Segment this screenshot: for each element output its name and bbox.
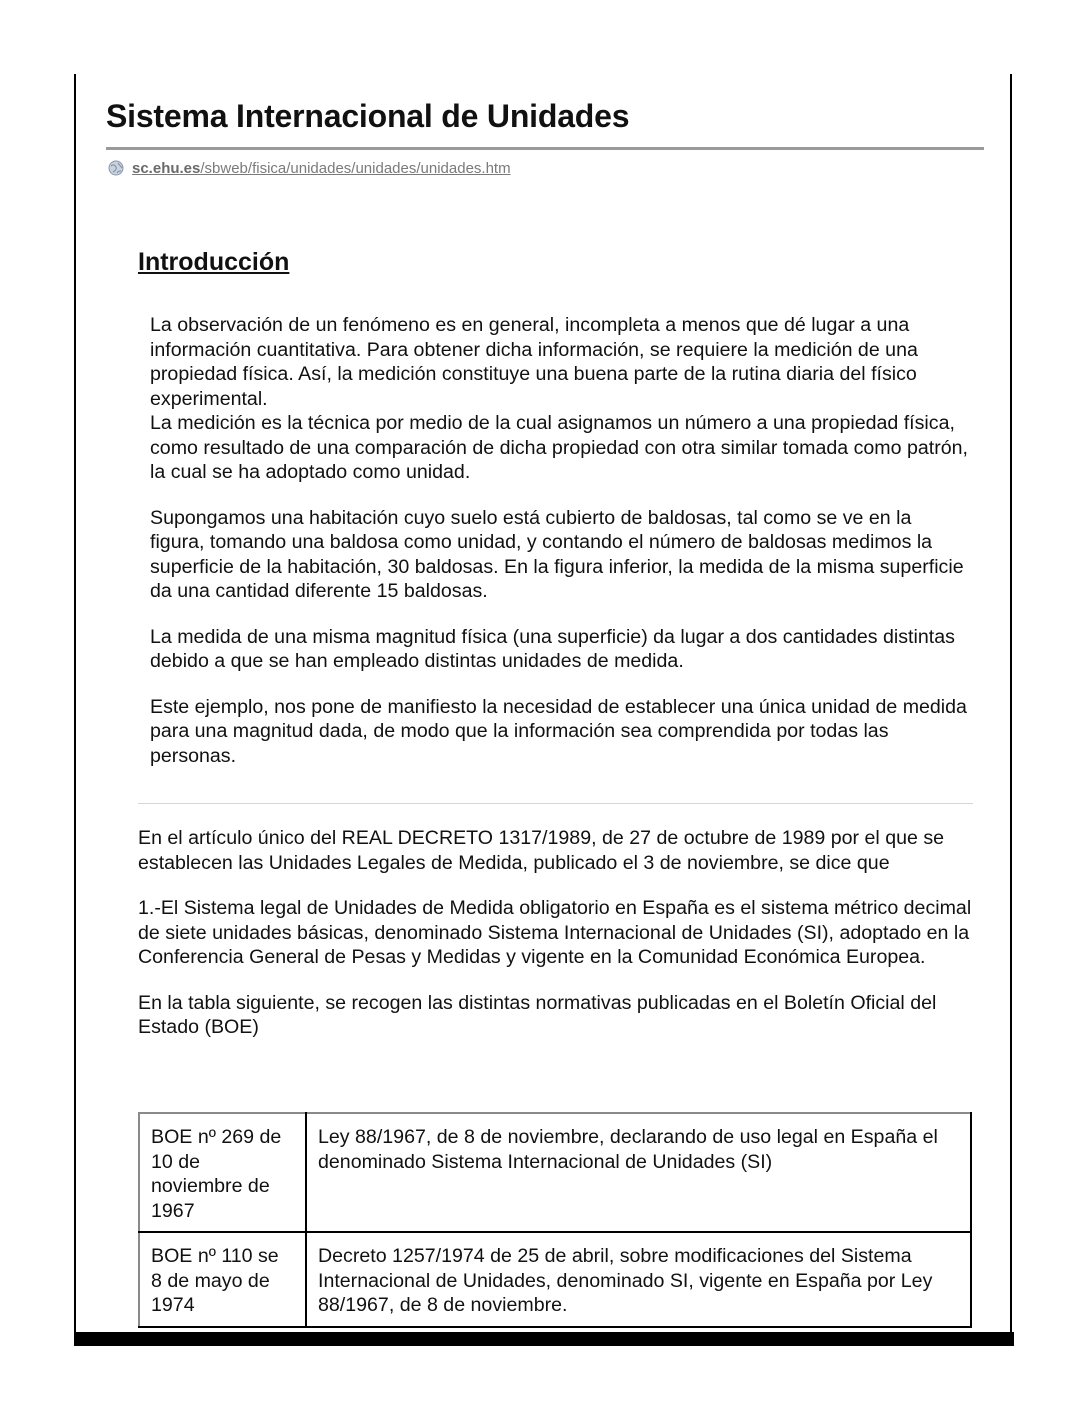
body-paragraph: 1.-El Sistema legal de Unidades de Medida obligatorio en España es el sistema métrico decimal de siete unidades básicas, denominado Sistema Internacional de Unidades (SI), adoptado en la Conferencia General de Pesas y Medidas y vigente en la Comunidad Económica Europea. <box>138 897 972 968</box>
title-divider <box>106 147 984 150</box>
intro-sentence: La medición es la técnica por medio de la cual asignamos un número a una propiedad física, como resultado de una comparación de dicha propiedad con otra similar tomada como patrón, la cual se ha adoptado como unidad. <box>150 412 968 483</box>
intro-paragraph: Este ejemplo, nos pone de manifiesto la necesidad de establecer una única unidad de medida para una magnitud dada, de modo que la información sea comprendida por todas las personas. <box>150 695 967 767</box>
intro-paragraph: Supongamos una habitación cuyo suelo está cubierto de baldosas, tal como se ve en la figura, tomando una baldosa como unidad, y contando el número de baldosas medimos la superficie de la habitación, 30 baldosas. En la figura inferior, la medida de la misma superficie da una cantidad diferente 15 baldosas. <box>150 506 964 602</box>
boe-description-cell: Ley 88/1967, de 8 de noviembre, declarando de uso legal en España el denominado Sistema Internacional de Unidades (SI) <box>306 1113 971 1232</box>
globe-icon <box>108 160 124 176</box>
section-heading-introduccion: Introducción <box>138 248 290 276</box>
intro-paragraph <box>150 313 970 485</box>
body-paragraph: En el artículo único del REAL DECRETO 1317/1989, de 27 de octubre de 1989 por el que se establecen las Unidades Legales de Medida, publicado el 3 de noviembre, se dice que <box>138 827 945 874</box>
intro-text-block <box>150 313 970 789</box>
section-divider <box>138 803 973 804</box>
table-row <box>139 1232 971 1327</box>
body-paragraph: En la tabla siguiente, se recogen las distintas normativas publicadas en el Boletín Oficial del Estado (BOE) <box>138 991 937 1038</box>
body-text-block <box>138 826 980 1061</box>
url-path: /sbweb/fisica/unidades/unidades/unidades.htm <box>200 159 511 177</box>
boe-reference-cell: BOE nº 110 se 8 de mayo de 1974 <box>139 1232 306 1327</box>
source-url-link[interactable] <box>132 160 511 177</box>
table-row <box>139 1113 971 1232</box>
page-frame <box>74 74 1012 1336</box>
url-domain: sc.ehu.es <box>132 159 201 177</box>
intro-sentence: La observación de un fenómeno es en general, incompleta a menos que dé lugar a una información cuantitativa. Para obtener dicha información, se requiere la medición de una propiedad física. Así, la medición constituye una buena parte de la rutina diaria del físico experimental. <box>150 314 918 410</box>
page-title: Sistema Internacional de Unidades <box>106 98 630 134</box>
page-bottom-bar <box>74 1332 1014 1346</box>
boe-table <box>138 1112 972 1328</box>
boe-reference-cell: BOE nº 269 de 10 de noviembre de 1967 <box>139 1113 306 1232</box>
source-url-row <box>108 158 511 178</box>
intro-paragraph: La medida de una misma magnitud física (una superficie) da lugar a dos cantidades distintas debido a que se han empleado distintas unidades de medida. <box>150 625 955 672</box>
boe-description-cell: Decreto 1257/1974 de 25 de abril, sobre modificaciones del Sistema Internacional de Unidades, denominado SI, vigente en España por Ley 88/1967, de 8 de noviembre. <box>306 1232 971 1327</box>
